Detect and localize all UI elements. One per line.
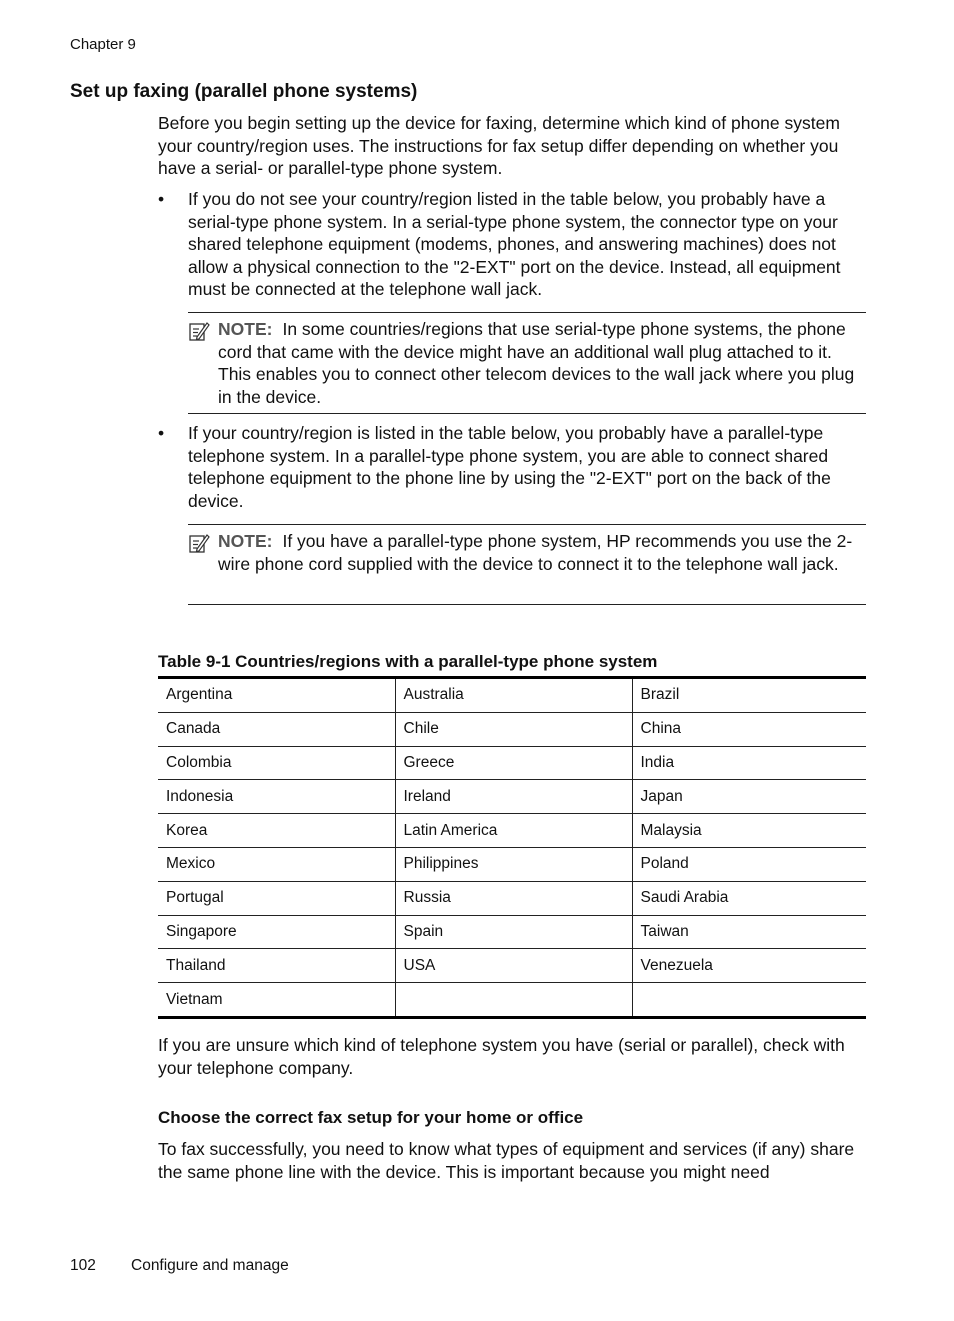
- table-cell: Poland: [632, 847, 866, 881]
- bullet-text: If you do not see your country/region listed in the table below, you probably have a serial-type phone system. In a serial-type phone system, the connector type on your shared telephone equipment (modems, phones, and answering machines) does not allow a physical connection to the "2-EXT" port on the device. Instead, all equipment must be connected at the telephone wall jack.: [188, 189, 841, 299]
- note-icon: [188, 532, 210, 554]
- note-label: NOTE:: [218, 531, 273, 551]
- table-cell: India: [632, 746, 866, 780]
- table-cell: Chile: [395, 712, 632, 746]
- note-box-parallel: [188, 524, 866, 605]
- subsection-paragraph: To fax successfully, you need to know what types of equipment and services (if any) share the same phone line with the device. This is important because you might need: [158, 1139, 855, 1182]
- intro-paragraph: Before you begin setting up the device for faxing, determine which kind of phone system your country/region uses. The instructions for fax setup differ depending on whether you have a serial- or parallel-type phone system.: [158, 113, 840, 178]
- footer-section: Configure and manage: [131, 1257, 289, 1274]
- table-row: [158, 847, 866, 881]
- table-row: [158, 746, 866, 780]
- table-cell: Japan: [632, 780, 866, 814]
- bullet-text: If your country/region is listed in the table below, you probably have a parallel-type telephone system. In a parallel-type phone system, you are able to connect shared telephone equipment to the phone line by using the "2-EXT" port on the back of the device.: [188, 423, 831, 511]
- table-row: [158, 780, 866, 814]
- bullet-item-parallel: [158, 422, 868, 512]
- table-row: [158, 678, 866, 713]
- table-row: [158, 983, 866, 1018]
- table-row: [158, 949, 866, 983]
- table-cell: [632, 983, 866, 1018]
- table-cell: Singapore: [158, 915, 395, 949]
- note-box-serial: [188, 312, 866, 414]
- table-cell: Venezuela: [632, 949, 866, 983]
- chapter-label: Chapter 9: [70, 36, 136, 53]
- bullet-marker: •: [158, 189, 165, 209]
- table-cell: USA: [395, 949, 632, 983]
- note-text-block: [218, 318, 866, 408]
- table-cell: Korea: [158, 814, 395, 848]
- table-cell: Portugal: [158, 881, 395, 915]
- table-cell: China: [632, 712, 866, 746]
- table-cell: Vietnam: [166, 990, 223, 1008]
- table-cell: Thailand: [158, 949, 395, 983]
- note-text-block: [218, 530, 866, 575]
- bullet-item-serial: [158, 188, 868, 301]
- note-text: If you have a parallel-type phone system, HP recommends you use the 2-wire phone cord supplied with the device to connect it to the telephone wall jack.: [218, 531, 853, 574]
- table-cell: [395, 983, 632, 1018]
- table-cell: Colombia: [158, 746, 395, 780]
- table-cell: Greece: [395, 746, 632, 780]
- table-cell: Philippines: [395, 847, 632, 881]
- section-title: Set up faxing (parallel phone systems): [70, 81, 418, 102]
- table-cell: Russia: [395, 881, 632, 915]
- table-cell: Saudi Arabia: [632, 881, 866, 915]
- table-cell: Malaysia: [632, 814, 866, 848]
- table-row: [158, 814, 866, 848]
- countries-table: [158, 676, 866, 1019]
- table-caption: Table 9-1 Countries/regions with a parallel-type phone system: [158, 652, 658, 671]
- table-row: [158, 915, 866, 949]
- table-cell: Ireland: [395, 780, 632, 814]
- subsection-title: Choose the correct fax setup for your home or office: [158, 1108, 584, 1127]
- table-cell: Taiwan: [632, 915, 866, 949]
- table-cell: Mexico: [158, 847, 395, 881]
- table-row: [158, 881, 866, 915]
- table-cell: Argentina: [158, 678, 395, 713]
- table-cell: Indonesia: [158, 780, 395, 814]
- note-text: In some countries/regions that use serial-type phone systems, the phone cord that came with the device might have an additional wall plug attached to it. This enables you to connect other telecom devices to the wall jack where you plug in the device.: [218, 319, 855, 407]
- table-cell: Spain: [395, 915, 632, 949]
- table-cell: Australia: [395, 678, 632, 713]
- table-row: [158, 712, 866, 746]
- bullet-marker: •: [158, 423, 165, 443]
- note-label: NOTE:: [218, 319, 273, 339]
- table-cell: Canada: [158, 712, 395, 746]
- note-icon: [188, 320, 210, 342]
- countries-table-body: [158, 678, 866, 1018]
- after-table-paragraph: If you are unsure which kind of telephone system you have (serial or parallel), check with your telephone company.: [158, 1035, 845, 1078]
- table-cell: Latin America: [395, 814, 632, 848]
- table-cell: Brazil: [632, 678, 866, 713]
- page-number: 102: [70, 1257, 96, 1274]
